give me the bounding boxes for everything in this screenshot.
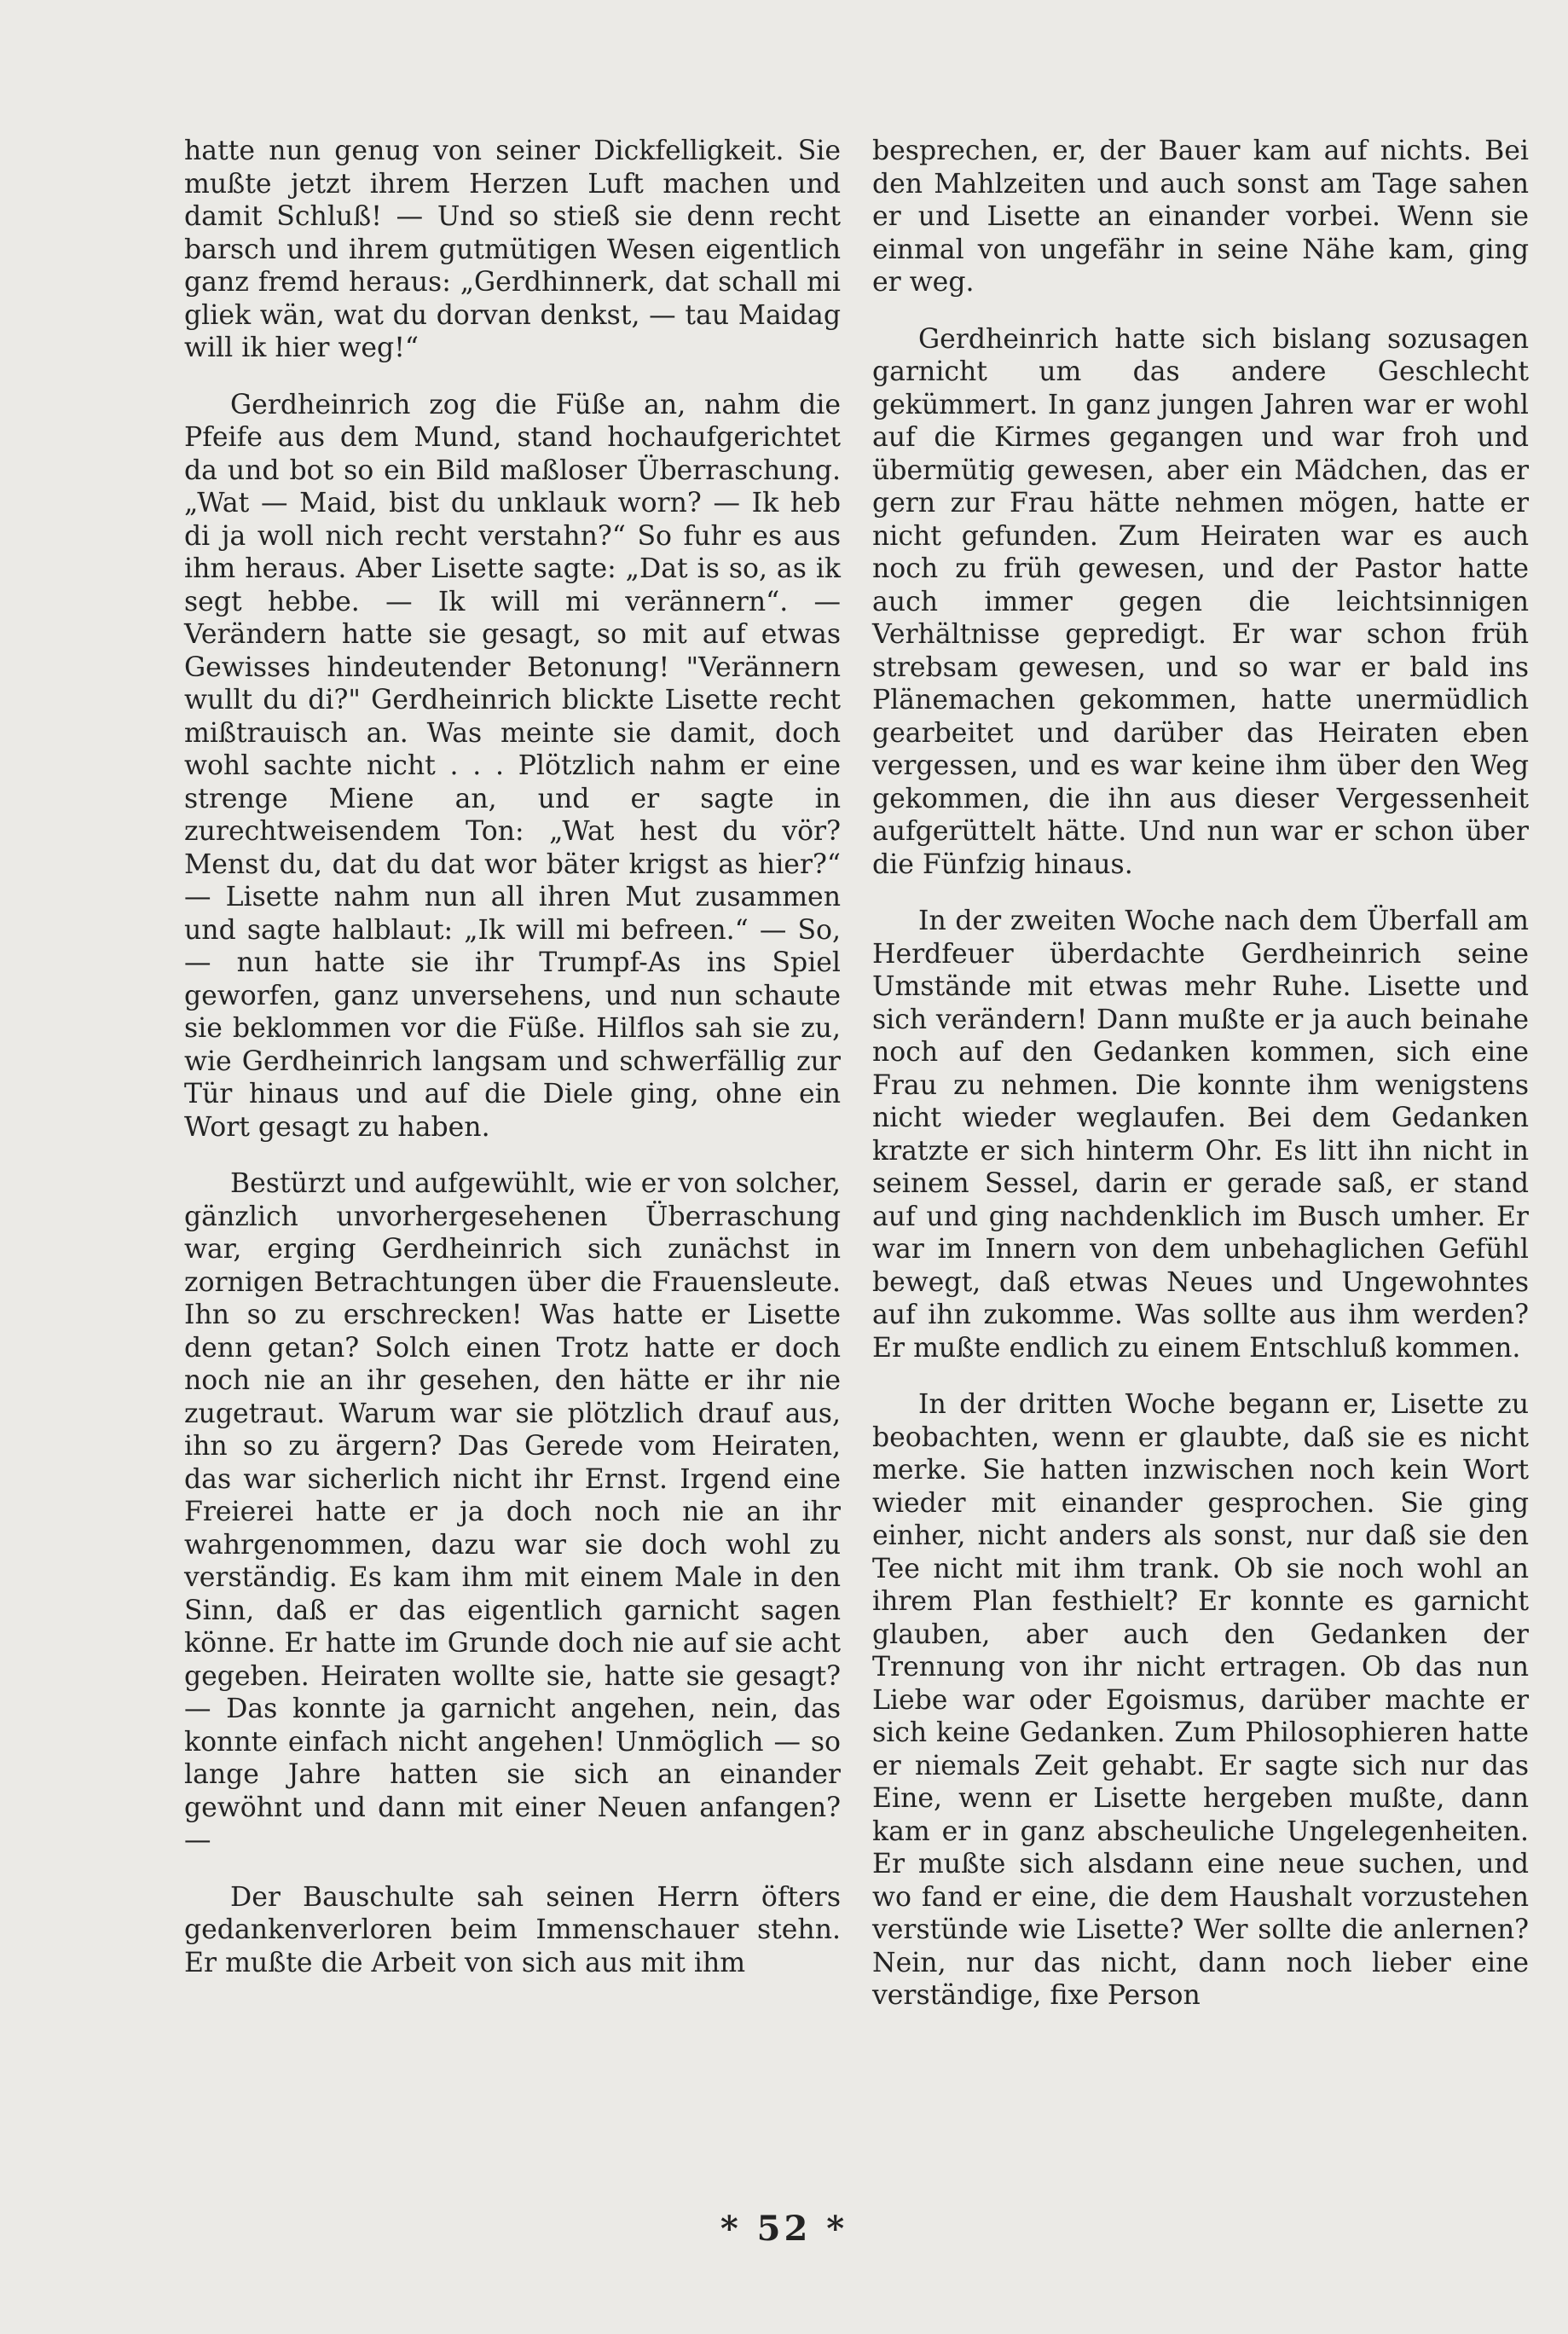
right-column <box>872 135 1529 2036</box>
left-column <box>184 135 841 2003</box>
paragraph: In der dritten Woche begann er, Lisette zu beobachten, wenn er glaubte, daß sie es nicht merke. Sie hatten inzwischen noch kein Wort wieder mit einander gesprochen. Sie ging einher, nicht anders als sonst, nur daß sie den Tee nicht mit ihm trank. Ob sie noch wohl an ihrem Plan festhielt? Er konnte es garnicht glauben, aber auch den Gedanken der Trennung von ihr nicht ertragen. Ob das nun Liebe war oder Egoismus, darüber machte er sich keine Gedanken. Zum Philosophieren hatte er niemals Zeit gehabt. Er sagte sich nur das Eine, wenn er Lisette hergeben mußte, dann kam er in ganz abscheuliche Ungelegenheiten. Er mußte sich alsdann eine neue suchen, und wo fand er eine, die dem Haushalt vorzustehen verstünde wie Lisette? Wer sollte die anlernen? Nein, nur das nicht, dann noch lieber eine verständige, fixe Person <box>872 1389 1529 2011</box>
paragraph: Gerdheinrich hatte sich bislang sozusagen garnicht um das andere Geschlecht gekümmert. In ganz jungen Jahren war er wohl auf die Kirmes gegangen und war froh und übermütig gewesen, aber ein Mädchen, das er gern zur Frau hätte nehmen mögen, hatte er nicht gefunden. Zum Heiraten war es auch noch zu früh gewesen, und der Pastor hatte auch immer gegen die leichtsinnigen Verhältnisse gepredigt. Er war schon früh strebsam gewesen, und so war er bald ins Plänemachen gekommen, hatte unermüdlich gearbeitet und darüber das Heiraten eben vergessen, und es war keine ihm über den Weg gekommen, die ihn aus dieser Vergessenheit aufgerüttelt hätte. Und nun war er schon über die Fünfzig hinaus. <box>872 323 1529 880</box>
paragraph: In der zweiten Woche nach dem Überfall am Herdfeuer überdachte Gerdheinrich seine Umstände mit etwas mehr Ruhe. Lisette und sich verändern! Dann mußte er ja auch beinahe noch auf den Gedanken kommen, sich eine Frau zu nehmen. Die konnte ihm wenigstens nicht wieder weglaufen. Bei dem Gedanken kratzte er sich hinterm Ohr. Es litt ihn nicht in seinem Sessel, darin er gerade saß, er stand auf und ging nachdenklich im Busch umher. Er war im Innern von dem unbehaglichen Gefühl bewegt, daß etwas Neues und Ungewohntes auf ihn zukomme. Was sollte aus ihm werden? Er mußte endlich zu einem Entschluß kommen. <box>872 906 1529 1364</box>
paragraph: Bestürzt und aufgewühlt, wie er von solcher, gänzlich unvorhergesehenen Überraschung war, erging Gerdheinrich sich zunächst in zornigen Betrachtungen über die Frauensleute. Ihn so zu erschrecken! Was hatte er Lisette denn getan? Solch einen Trotz hatte er doch noch nie an ihr gesehen, den hätte er ihr nie zugetraut. Warum war sie plötzlich drauf aus, ihn so zu ärgern? Das Gerede vom Heiraten, das war sicherlich nicht ihr Ernst. Irgend eine Freierei hatte er ja doch noch nie an ihr wahrgenommen, dazu war sie doch wohl zu verständig. Es kam ihm mit einem Male in den Sinn, daß er das eigentlich garnicht sagen könne. Er hatte im Grunde doch nie auf sie acht gegeben. Heiraten wollte sie, hatte sie gesagt? — Das konnte ja garnicht angehen, nein, das konnte einfach nicht angehen! Unmöglich — so lange Jahre hatten sie sich an einander gewöhnt und dann mit einer Neuen anfangen? — <box>184 1168 841 1856</box>
paragraph: hatte nun genug von seiner Dickfelligkeit. Sie mußte jetzt ihrem Herzen Luft machen und damit Schluß! — Und so stieß sie denn recht barsch und ihrem gutmütigen Wesen eigentlich ganz fremd heraus: „Gerdhinnerk, dat schall mi gliek wän, wat du dorvan denkst, — tau Maidag will ik hier weg!“ <box>184 136 841 363</box>
paragraph: Gerdheinrich zog die Füße an, nahm die Pfeife aus dem Mund, stand hochaufgerichtet da und bot so ein Bild maßloser Überraschung. „Wat — Maid, bist du unklauk worn? — Ik heb di ja woll nich recht verstahn?“ So fuhr es aus ihm heraus. Aber Lisette sagte: „Dat is so, as ik segt hebbe. — Ik will mi verännern“. — Verändern hatte sie gesagt, so mit auf etwas Gewisses hindeutender Betonung! "Verännern wullt du di?" Gerdheinrich blickte Lisette recht mißtrauisch an. Was meinte sie damit, doch wohl sachte nicht . . . Plötzlich nahm er eine strenge Miene an, und er sagte in zurechtweisendem Ton: „Wat hest du vör? Menst du, dat du dat wor bäter krigst as hier?“ — Lisette nahm nun all ihren Mut zusammen und sagte halblaut: „Ik will mi befreen.“ — So, — nun hatte sie ihr Trumpf-As ins Spiel geworfen, ganz unversehens, und nun schaute sie beklommen vor die Füße. Hilflos sah sie zu, wie Gerdheinrich langsam und schwerfällig zur Tür hinaus und auf die Diele ging, ohne ein Wort gesagt zu haben. <box>184 389 841 1143</box>
paragraph: Der Bauschulte sah seinen Herrn öfters gedankenverloren beim Immenschauer stehn. Er mußte die Arbeit von sich aus mit ihm <box>184 1881 841 1978</box>
paragraph: besprechen, er, der Bauer kam auf nichts. Bei den Mahlzeiten und auch sonst am Tage sahen er und Lisette an einander vorbei. Wenn sie einmal von ungefähr in seine Nähe kam, ging er weg. <box>872 136 1529 298</box>
page-number: * 52 * <box>720 2209 848 2249</box>
